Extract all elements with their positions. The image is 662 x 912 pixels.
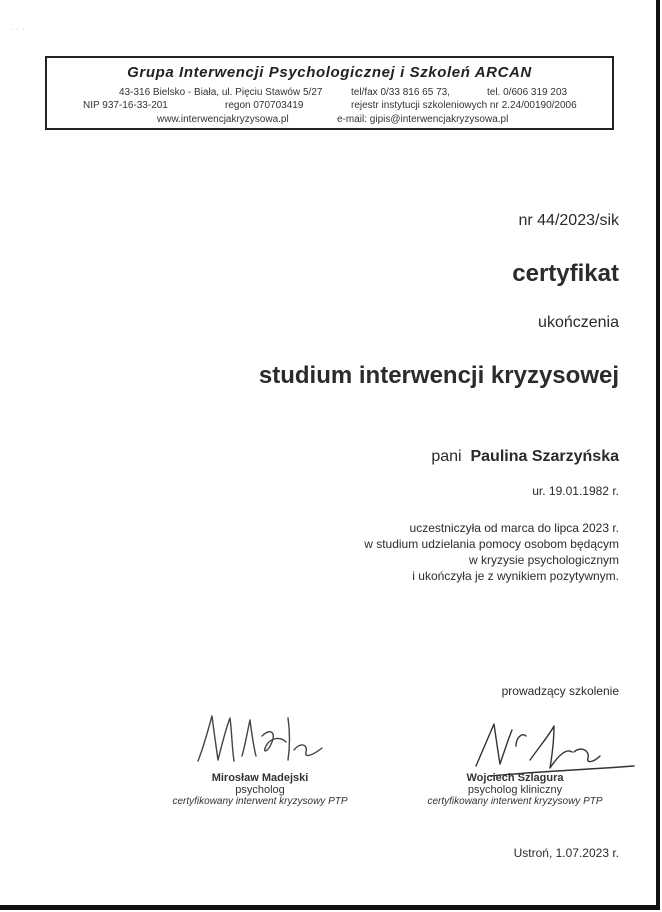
signature-madejski (190, 706, 340, 772)
led-by-label: prowadzący szkolenie (501, 684, 619, 698)
recipient (431, 448, 619, 466)
regon: regon 070703419 (225, 100, 304, 111)
tel-fax: tel/fax 0/33 816 65 73, (351, 87, 450, 98)
letterhead (45, 56, 614, 130)
body-line: w studium udzielania pomocy osobom będącym (364, 537, 619, 551)
signer-szlagura (400, 772, 630, 807)
registry: rejestr instytucji szkoleniowych nr 2.24/00190/2006 (351, 100, 577, 111)
scan-artifact: · · · (10, 26, 26, 33)
certificate-title: certyfikat (512, 260, 619, 287)
signer-title: certyfikowany interwent kryzysowy PTP (172, 796, 348, 807)
email: e-mail: gipis@interwencjakryzysowa.pl (337, 114, 509, 125)
signer-madejski (150, 772, 370, 807)
body-line: i ukończyła je z wynikiem pozytywnym. (412, 569, 619, 583)
signer-role: psycholog (235, 784, 285, 796)
signer-role: psycholog kliniczny (467, 784, 563, 796)
birth-date: ur. 19.01.1982 r. (532, 484, 619, 498)
certificate-number: nr 44/2023/sik (518, 212, 619, 229)
phone: tel. 0/606 319 203 (487, 87, 568, 98)
body-line: uczestniczyła od marca do lipca 2023 r. (409, 521, 619, 535)
certificate-subtitle: ukończenia (538, 314, 619, 331)
place-date: Ustroń, 1.07.2023 r. (513, 846, 619, 860)
nip: NIP 937-16-33-201 (83, 100, 168, 111)
recipient-prefix: pani (431, 448, 462, 465)
organization-name: Grupa Interwencji Psychologicznej i Szkoleń ARCAN (127, 64, 532, 81)
course-name: studium interwencji kryzysowej (258, 362, 619, 389)
body-line: w kryzysie psychologicznym (468, 553, 619, 567)
signer-name: Wojciech Szlagura (466, 772, 564, 784)
certificate-body (364, 520, 619, 584)
address: 43-316 Bielsko - Biała, ul. Pięciu Stawów 5/27 (119, 87, 323, 98)
signer-name: Mirosław Madejski (211, 772, 309, 784)
website: www.interwencjakryzysowa.pl (157, 114, 289, 125)
signer-title: certyfikowany interwent kryzysowy PTP (427, 796, 603, 807)
recipient-name: Paulina Szarzyńska (470, 448, 619, 465)
